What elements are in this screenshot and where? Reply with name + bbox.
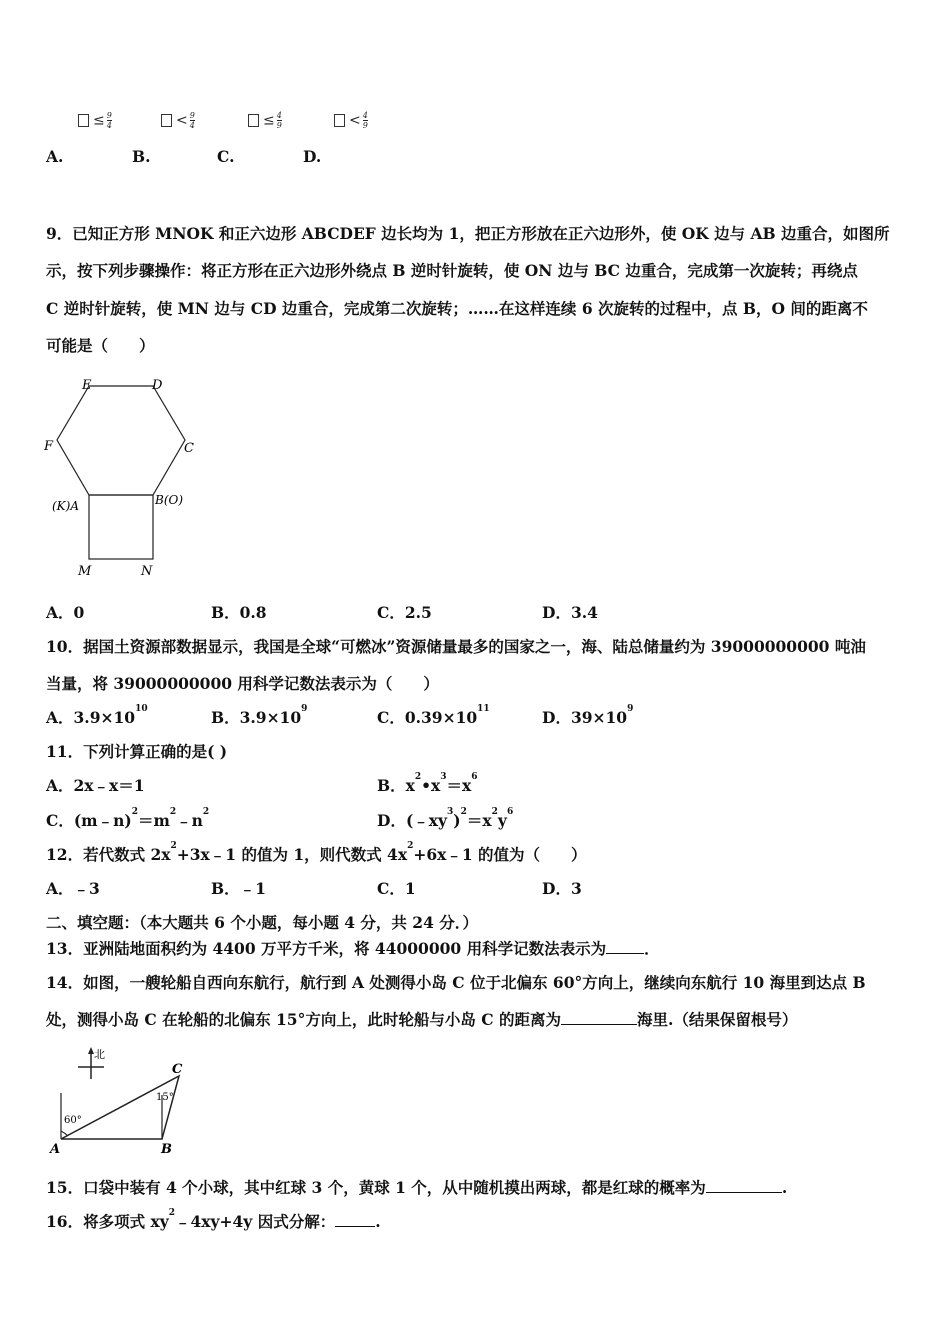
label-c: C <box>172 1062 183 1077</box>
e: 2 <box>131 807 138 817</box>
label-b: B(O) <box>155 493 184 507</box>
t: 15．口袋中装有 4 个小球，其中红球 3 个，黄球 1 个，从中随机摸出两球，都是红球的概率为 <box>46 1178 706 1197</box>
t: C．(m﹣n) <box>46 811 132 830</box>
e: 2 <box>169 807 177 817</box>
t: +6x﹣1 的值为（ ） <box>413 845 587 864</box>
e: 3 <box>440 772 447 782</box>
square <box>89 495 153 559</box>
box-symbol-icon <box>334 114 345 127</box>
e: 2 <box>168 1208 175 1218</box>
denominator: 4 <box>106 121 112 130</box>
ineq-symbol: < <box>349 112 361 129</box>
q14-line-1: 14．如图，一艘轮船自西向东航行，航行到 A 处测得小岛 C 位于北偏东 60°方向上，继续向东航行 10 海里到达点 B <box>46 973 866 992</box>
label-a: A <box>50 1142 61 1157</box>
q11-stem: 11．下列计算正确的是( ) <box>46 742 228 761</box>
q14-line-2 <box>46 1008 797 1030</box>
q16-answer-blank[interactable] <box>335 1212 375 1227</box>
denominator: 9 <box>362 121 368 130</box>
label-60: 60° <box>64 1115 82 1126</box>
q12-option-d[interactable]: D．3 <box>542 879 582 898</box>
option-text: C．0.39×10 <box>377 708 478 727</box>
box-symbol-icon <box>248 114 259 127</box>
q9-option-c[interactable]: C．2.5 <box>377 603 432 622</box>
fraction <box>190 111 195 130</box>
t: 海里.（结果保留根号） <box>636 1010 798 1029</box>
t: 13．亚洲陆地面积约为 4400 万平方千米，将 44000000 用科学记数法表示为 <box>46 939 607 958</box>
q10-line-2: 当量，将 39000000000 用科学记数法表示为（ ） <box>46 674 439 693</box>
t: 处，测得小岛 C 在轮船的北偏东 15°方向上，此时轮船与小岛 C 的距离为 <box>46 1010 561 1029</box>
q9-line-3: C 逆时针旋转，使 MN 边与 CD 边重合，完成第二次旋转；……在这样连续 6 次旋转的过程中，点 B，O 间的距离不 <box>46 299 868 318</box>
t: ) <box>453 811 461 830</box>
triangle-abc <box>61 1076 179 1139</box>
label-e: E <box>82 378 92 393</box>
q12-stem <box>46 843 587 865</box>
label-n: N <box>141 564 153 579</box>
t: ﹣n <box>176 811 203 830</box>
q16-stem <box>46 1210 381 1232</box>
t: +3x﹣1 的值为 1，则代数式 4x <box>176 845 408 864</box>
q12-option-b[interactable]: B．﹣1 <box>211 879 266 898</box>
q9-line-2: 示，按下列步骤操作：将正方形在正六边形外绕点 B 逆时针旋转，使 ON 边与 BC 边重合，完成第一次旋转；再绕点 <box>46 261 858 280</box>
label-north: 北 <box>94 1048 105 1061</box>
label-d: D <box>152 378 163 393</box>
fraction <box>277 111 282 130</box>
q8-ineq-d <box>334 111 368 130</box>
t: ＝m <box>137 811 170 830</box>
t: D．(﹣xy <box>377 811 448 830</box>
e: 2 <box>460 807 467 817</box>
q13-answer-blank[interactable] <box>606 939 644 954</box>
t: B．x <box>377 776 415 795</box>
fraction <box>363 111 368 130</box>
denominator: 4 <box>189 121 195 130</box>
t: ． <box>644 939 660 958</box>
exponent: 10 <box>135 704 148 714</box>
box-symbol-icon <box>78 114 89 127</box>
label-f: F <box>44 439 54 454</box>
q8-ineq-b <box>161 111 195 130</box>
option-text: B．3.9×10 <box>211 708 302 727</box>
label-m: M <box>78 564 92 579</box>
t: ＝x <box>466 811 492 830</box>
q10-option-a[interactable] <box>46 706 148 728</box>
t: . <box>781 1178 788 1197</box>
q8-option-c[interactable]: C. <box>217 147 235 166</box>
q12-option-a[interactable]: A．﹣3 <box>46 879 100 898</box>
numerator: 4 <box>362 111 368 120</box>
q9-figure <box>40 370 220 585</box>
e: 2 <box>407 841 414 851</box>
q10-option-d[interactable] <box>542 706 633 728</box>
section-2-heading: 二、填空题：（本大题共 6 个小题，每小题 4 分，共 24 分．） <box>46 913 479 932</box>
t: 16．将多项式 xy <box>46 1212 169 1231</box>
box-symbol-icon <box>161 114 172 127</box>
t: ＝x <box>446 776 472 795</box>
exponent: 9 <box>627 704 634 714</box>
e: 6 <box>471 772 478 782</box>
q11-option-d[interactable] <box>377 809 513 831</box>
label-a: (K)A <box>52 499 79 513</box>
exponent: 9 <box>301 704 308 714</box>
label-15: 15° <box>156 1092 174 1103</box>
q9-option-a[interactable]: A．0 <box>46 603 85 622</box>
q10-option-c[interactable] <box>377 706 490 728</box>
label-c: C <box>184 441 194 456</box>
q8-option-d[interactable]: D. <box>303 147 322 166</box>
numerator: 4 <box>276 111 282 120</box>
t: •x <box>421 776 441 795</box>
q11-option-b[interactable] <box>377 774 478 796</box>
option-text: A．3.9×10 <box>46 708 136 727</box>
label-b: B <box>161 1142 172 1157</box>
q8-option-a[interactable]: A. <box>46 147 64 166</box>
e: 2 <box>202 807 210 817</box>
numerator: 9 <box>189 111 195 120</box>
q8-ineq-c <box>248 111 282 130</box>
q14-answer-blank[interactable] <box>561 1010 637 1025</box>
q10-line-1: 10．据国土资源部数据显示，我国是全球“可燃冰”资源储量最多的国家之一，海、陆总储量约为 39000000000 吨油 <box>46 637 866 656</box>
q8-option-b[interactable]: B. <box>132 147 151 166</box>
q12-option-c[interactable]: C．1 <box>377 879 416 898</box>
q9-option-d[interactable]: D．3.4 <box>542 603 598 622</box>
ineq-symbol: ≤ <box>93 112 105 129</box>
angle-arc-a <box>61 1131 68 1136</box>
option-text: D．39×10 <box>542 708 628 727</box>
q14-figure <box>46 1043 196 1158</box>
q15-answer-blank[interactable] <box>706 1178 782 1193</box>
e: 6 <box>506 807 514 817</box>
q15-stem <box>46 1176 787 1198</box>
q13-stem <box>46 937 660 959</box>
q9-line-4: 可能是（ ） <box>46 336 155 355</box>
t: ﹣4xy+4y 因式分解： <box>174 1212 336 1231</box>
e: 2 <box>414 772 422 782</box>
numerator: 9 <box>106 111 112 120</box>
t: 12．若代数式 2x <box>46 845 171 864</box>
exponent: 11 <box>477 704 490 714</box>
hexagon <box>57 386 185 495</box>
q8-ineq-a <box>78 111 112 130</box>
e: 2 <box>170 841 177 851</box>
q9-line-1: 9．已知正方形 MNOK 和正六边形 ABCDEF 边长均为 1，把正方形放在正六边形外，使 OK 边与 AB 边重合，如图所 <box>46 224 890 243</box>
e: 3 <box>447 807 454 817</box>
q11-option-a[interactable]: A．2x﹣x＝1 <box>46 776 145 795</box>
q11-option-c[interactable] <box>46 809 209 831</box>
t: . <box>375 1212 381 1231</box>
t: y <box>497 811 507 830</box>
q10-option-b[interactable] <box>211 706 307 728</box>
ineq-symbol: ≤ <box>263 112 275 129</box>
ineq-symbol: < <box>176 112 188 129</box>
q9-option-b[interactable]: B．0.8 <box>211 603 267 622</box>
e: 2 <box>491 807 498 817</box>
denominator: 9 <box>276 121 282 130</box>
fraction <box>107 111 112 130</box>
